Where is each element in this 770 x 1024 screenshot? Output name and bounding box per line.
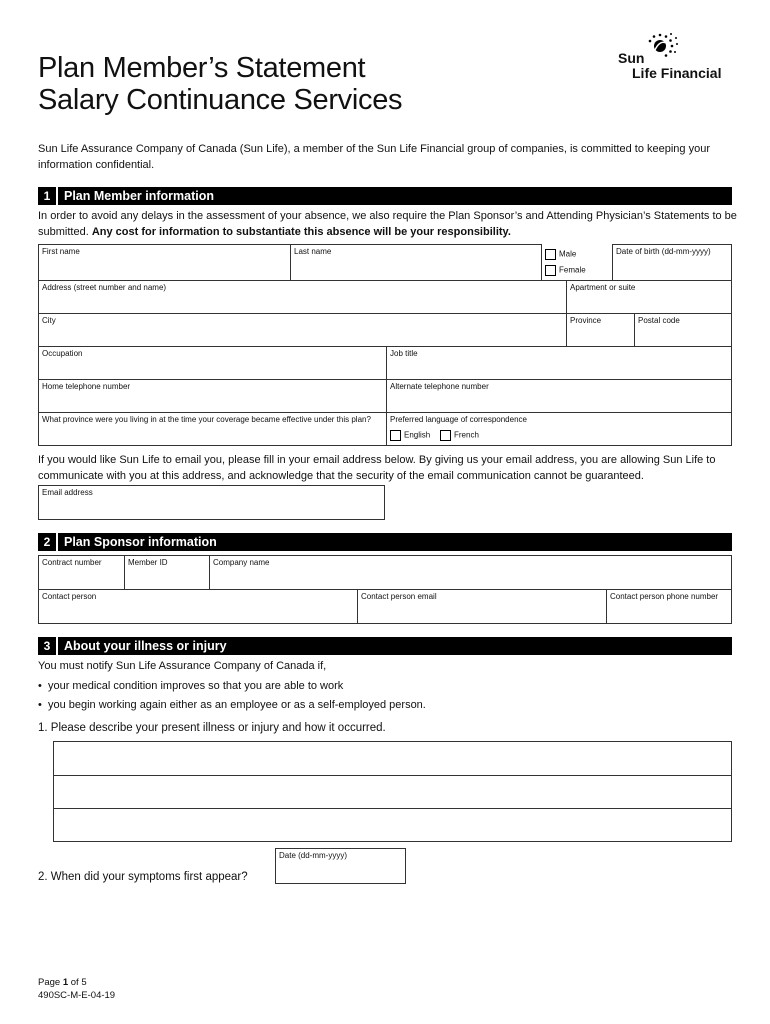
page-title xyxy=(38,52,402,116)
member-id-label: Member ID xyxy=(128,558,168,567)
page-number xyxy=(38,976,115,989)
answer-line xyxy=(54,808,731,809)
notify-text: You must notify Sun Life Assurance Company of Canada if, xyxy=(38,660,327,672)
apartment-label: Apartment or suite xyxy=(570,283,636,292)
logo-text-life-financial: Life Financial xyxy=(632,65,722,81)
section-2-number: 2 xyxy=(38,533,58,551)
symptoms-date-label: Date (dd-mm-yyyy) xyxy=(279,851,348,860)
section-1-number: 1 xyxy=(38,187,58,205)
logo-text-sun: Sun xyxy=(618,50,645,66)
company-name-label: Company name xyxy=(213,558,270,567)
title-line-2: Salary Continuance Services xyxy=(38,84,403,116)
page-current: 1 xyxy=(62,977,69,988)
contract-number-field[interactable] xyxy=(38,555,125,590)
province-coverage-field[interactable] xyxy=(38,412,387,446)
english-option[interactable] xyxy=(390,430,430,441)
contact-phone-label: Contact person phone number xyxy=(610,592,719,601)
bullet-item xyxy=(38,678,738,694)
home-phone-label: Home telephone number xyxy=(42,382,131,391)
address-field[interactable] xyxy=(38,280,567,314)
first-name-field[interactable] xyxy=(38,244,291,281)
preferred-language-label: Preferred language of correspondence xyxy=(390,415,527,424)
postal-code-label: Postal code xyxy=(638,316,680,325)
symptoms-date-field[interactable] xyxy=(275,848,406,884)
french-option[interactable] xyxy=(440,430,479,441)
section-3-header xyxy=(38,637,732,655)
postal-code-field[interactable] xyxy=(634,313,732,347)
member-id-field[interactable] xyxy=(124,555,210,590)
page-suffix: of 5 xyxy=(68,977,87,988)
instructions-text: In order to avoid any delays in the assessment of your absence, we also require the Plan Sponsor’s and Attending Physician’s Statements to be submitted. xyxy=(38,210,737,238)
sun-icon xyxy=(646,32,682,62)
section-1-header xyxy=(38,187,732,205)
english-label: English xyxy=(404,430,431,440)
city-field[interactable] xyxy=(38,313,567,347)
female-checkbox[interactable] xyxy=(545,265,556,276)
last-name-label: Last name xyxy=(294,247,332,256)
section-1-title: Plan Member information xyxy=(64,189,215,203)
male-checkbox[interactable] xyxy=(545,249,556,260)
french-checkbox[interactable] xyxy=(440,430,451,441)
instructions-bold-text: Any cost for information to substantiate this absence will be your responsibility. xyxy=(91,226,511,238)
section-2-header xyxy=(38,533,732,551)
apartment-field[interactable] xyxy=(566,280,732,314)
occupation-field[interactable] xyxy=(38,346,387,380)
french-label: French xyxy=(454,430,479,440)
email-consent-paragraph: If you would like Sun Life to email you, please fill in your email address below. By giving us your email address, you are allowing Sun Life to communicate with you at this address, and acknowledge that the security of the email communication cannot be guaranteed. xyxy=(38,454,716,482)
contact-email-field[interactable] xyxy=(357,589,607,624)
last-name-field[interactable] xyxy=(290,244,542,281)
section-3-number: 3 xyxy=(38,637,58,655)
job-title-label: Job title xyxy=(390,349,418,358)
bullet-item xyxy=(38,697,738,713)
contact-person-label: Contact person xyxy=(42,592,97,601)
province-coverage-label: What province were you living in at the time your coverage became effective under this plan? xyxy=(42,415,371,424)
province-field[interactable] xyxy=(566,313,635,347)
email-address-label: Email address xyxy=(42,488,93,497)
form-code: 490SC-M-E-04-19 xyxy=(38,990,116,1001)
first-name-label: First name xyxy=(42,247,80,256)
home-phone-field[interactable] xyxy=(38,379,387,413)
question-2: 2. When did your symptoms first appear? xyxy=(38,871,248,883)
female-option[interactable] xyxy=(545,265,586,276)
date-of-birth-field[interactable] xyxy=(612,244,732,281)
contract-number-label: Contract number xyxy=(42,558,102,567)
page-footer xyxy=(38,976,115,1002)
male-label: Male xyxy=(559,249,577,259)
sun-life-logo xyxy=(616,32,736,84)
address-label: Address (street number and name) xyxy=(42,283,167,292)
occupation-label: Occupation xyxy=(42,349,83,358)
section-1-instructions xyxy=(38,208,738,240)
date-of-birth-label: Date of birth (dd-mm-yyyy) xyxy=(616,247,711,256)
title-line-1: Plan Member’s Statement xyxy=(38,52,366,84)
section-3-title: About your illness or injury xyxy=(64,639,227,653)
contact-email-label: Contact person email xyxy=(361,592,437,601)
alternate-phone-label: Alternate telephone number xyxy=(390,382,489,391)
bullet-text: you begin working again either as an employee or as a self-employed person. xyxy=(47,699,426,711)
section-2-title: Plan Sponsor information xyxy=(64,535,217,549)
female-label: Female xyxy=(559,265,586,275)
bullet-text: your medical condition improves so that you are able to work xyxy=(47,680,344,692)
bullet-icon: • xyxy=(38,699,48,711)
page-prefix: Page xyxy=(38,977,63,988)
contact-person-field[interactable] xyxy=(38,589,358,624)
alternate-phone-field[interactable] xyxy=(386,379,732,413)
city-label: City xyxy=(42,316,56,325)
bullet-icon: • xyxy=(38,680,48,692)
preferred-language-field xyxy=(386,412,732,446)
province-label: Province xyxy=(570,316,602,325)
contact-phone-field[interactable] xyxy=(606,589,732,624)
answer-line xyxy=(54,775,731,776)
intro-paragraph: Sun Life Assurance Company of Canada (Sun Life), a member of the Sun Life Financial group of companies, is committed to keeping your information confidential. xyxy=(38,143,710,171)
question-1: 1. Please describe your present illness or injury and how it occurred. xyxy=(38,722,386,734)
english-checkbox[interactable] xyxy=(390,430,401,441)
male-option[interactable] xyxy=(545,249,576,260)
illness-description-field[interactable] xyxy=(53,741,732,842)
email-address-field[interactable] xyxy=(38,485,385,520)
job-title-field[interactable] xyxy=(386,346,732,380)
company-name-field[interactable] xyxy=(209,555,732,590)
